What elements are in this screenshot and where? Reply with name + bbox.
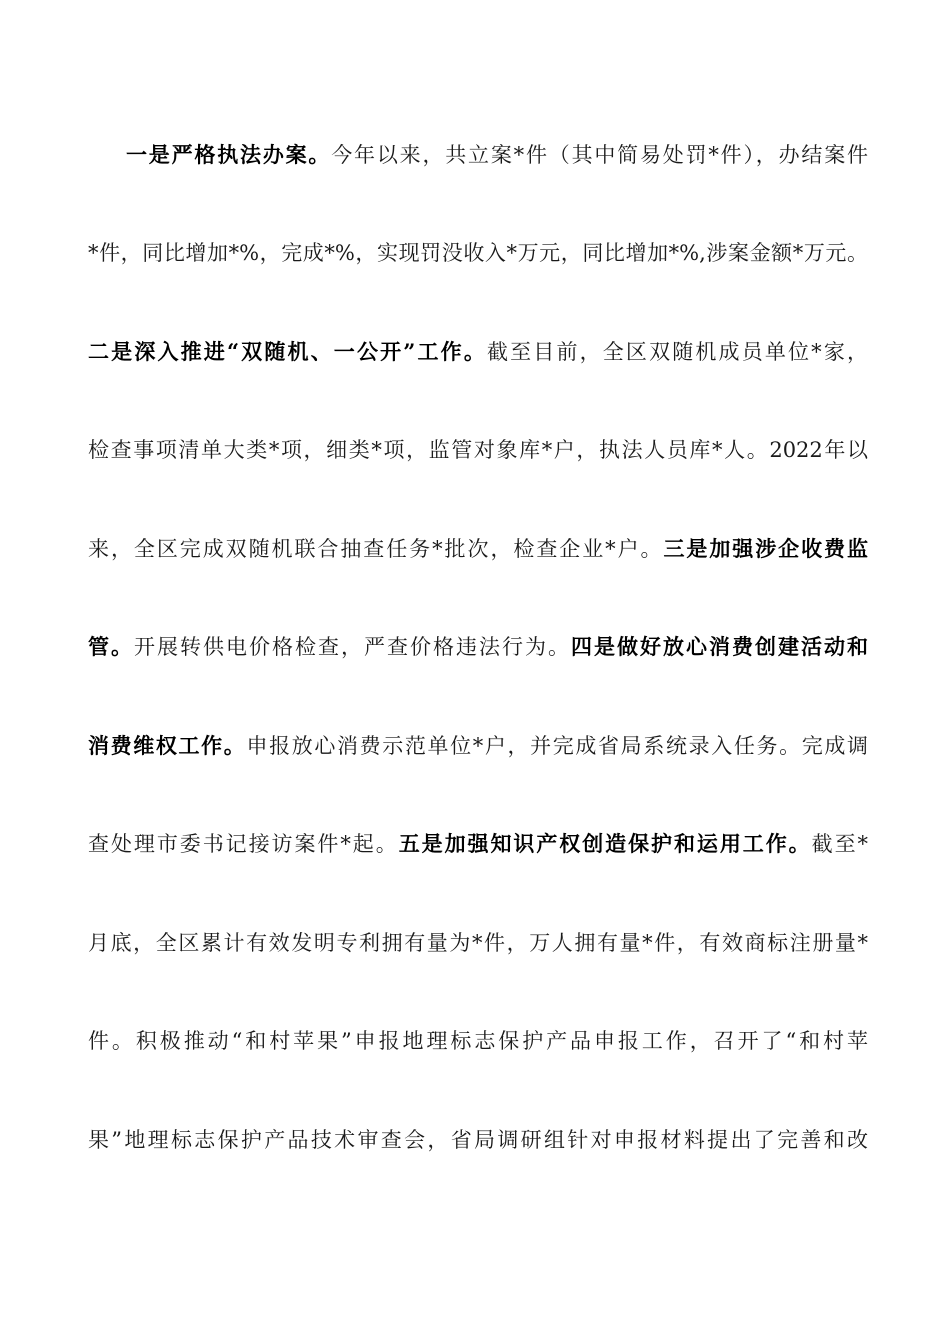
- bold-heading: 三是加强涉企收费监: [663, 536, 868, 561]
- body-text: 检查事项清单大类*项，细类*项，监管对象库*户，执法人员库*人。2022年以: [88, 438, 868, 462]
- text-line: [88, 335, 868, 369]
- body-text: 查处理市委书记接访案件*起。: [88, 832, 399, 856]
- text-line: [88, 1024, 868, 1058]
- bold-heading: 消费维权工作。: [88, 733, 247, 758]
- body-text: 件。积极推动“和村苹果”申报地理标志保护产品申报工作，召开了“和村苹: [88, 1029, 868, 1053]
- bold-heading: 管。: [88, 634, 134, 659]
- text-line: [126, 138, 868, 172]
- body-text: 申报放心消费示范单位*户，并完成省局系统录入任务。完成调: [246, 734, 869, 758]
- text-line: [88, 1123, 868, 1157]
- body-text: 月底，全区累计有效发明专利拥有量为*件，万人拥有量*件，有效商标注册量*: [88, 931, 868, 955]
- body-text: 果”地理标志保护产品技术审查会，省局调研组针对申报材料提出了完善和改: [88, 1128, 868, 1152]
- text-line: [88, 926, 868, 960]
- body-text: 截至*: [811, 832, 869, 856]
- bold-heading: 二是深入推进“双随机、一公开”工作。: [88, 339, 487, 364]
- text-line: [88, 827, 868, 861]
- body-text: 开展转供电价格检查，严查价格违法行为。: [134, 635, 571, 659]
- text-line: [88, 532, 868, 566]
- text-line: [88, 236, 868, 270]
- bold-heading: 四是做好放心消费创建活动和: [571, 634, 868, 659]
- text-line: [88, 729, 868, 763]
- bold-heading: 一是严格执法办案。: [126, 142, 332, 167]
- body-text: 截至目前，全区双随机成员单位*家，: [486, 340, 868, 364]
- body-text: 今年以来，共立案*件（其中简易处罚*件），办结案件: [331, 143, 869, 167]
- bold-heading: 五是加强知识产权创造保护和运用工作。: [398, 831, 812, 856]
- text-line: [88, 630, 868, 664]
- body-text: *件，同比增加*%，完成*%，实现罚没收入*万元，同比增加*%,涉案金额*万元。: [88, 241, 868, 265]
- text-line: [88, 433, 868, 467]
- body-text: 来，全区完成双随机联合抽查任务*批次，检查企业*户。: [88, 537, 664, 561]
